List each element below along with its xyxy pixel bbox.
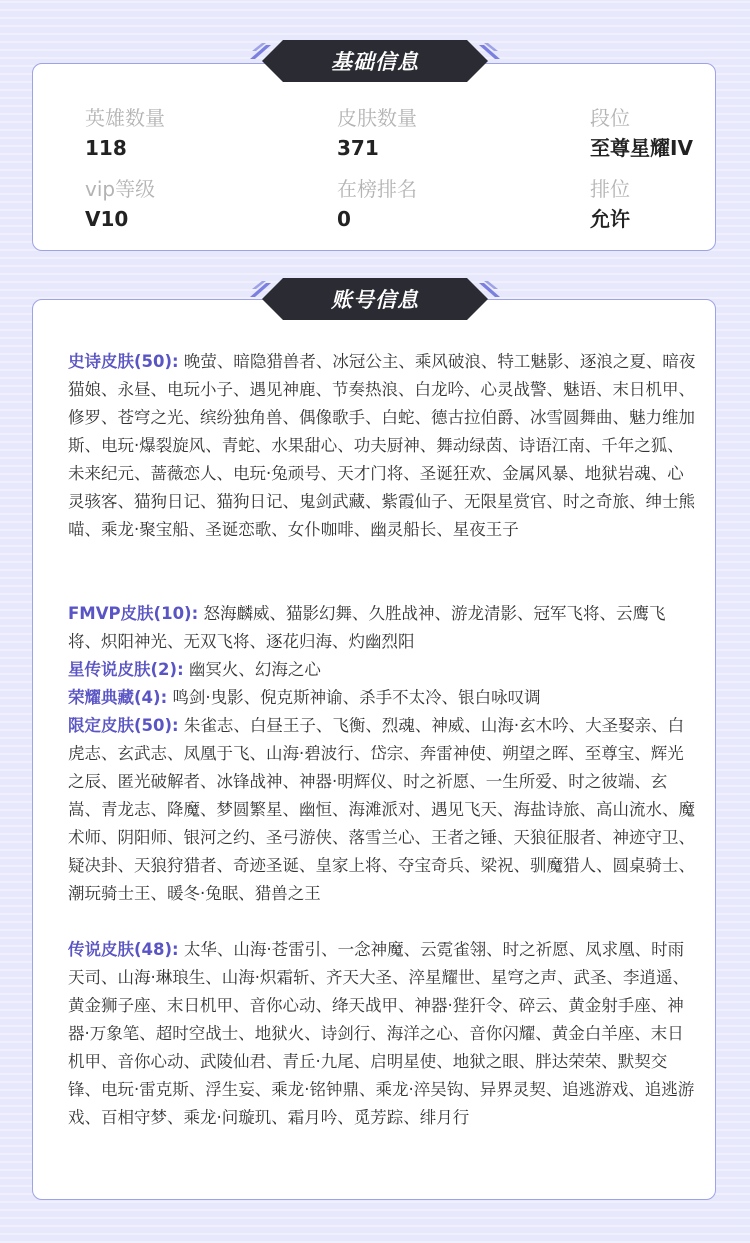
stat-ranked-mode bbox=[590, 176, 630, 232]
skin-category-epic bbox=[68, 348, 698, 544]
stat-label: 皮肤数量 bbox=[337, 106, 417, 130]
basic-info-card bbox=[32, 63, 716, 251]
skin-category-list: 朱雀志、白昼王子、飞衡、烈魂、神威、山海·玄木吟、大圣娶亲、白虎志、玄武志、凤凰于飞、山海·碧波行、岱宗、奔雷神使、朔望之晖、至尊宝、辉光之辰、匿光破解者、冰锋战神、神器·明辉仪、时之祈愿、一生所爱、时之彼端、玄嵩、青龙志、降魔、梦圆繁星、幽恒、海滩派对、遇见飞天、海盐诗旅、高山流水、魔术师、阴阳师、银河之约、圣弓游侠、落雪兰心、王者之锤、天狼征服者、神迹守卫、疑决卦、天狼狩猎者、奇迹圣诞、皇家上将、夺宝奇兵、梁祝、驯魔猎人、圆桌骑士、潮玩骑士王、暖冬·兔眠、猎兽之王 bbox=[68, 716, 695, 903]
stat-label: 在榜排名 bbox=[337, 177, 417, 201]
stat-hero-count bbox=[85, 105, 165, 161]
stat-label: vip等级 bbox=[85, 177, 156, 201]
stat-rank-tier bbox=[590, 105, 693, 161]
skin-category-title: 星传说皮肤(2): bbox=[68, 660, 184, 679]
skin-category-star-legend bbox=[68, 656, 698, 684]
skin-category-title: 史诗皮肤(50): bbox=[68, 352, 179, 371]
stat-vip-level bbox=[85, 176, 155, 232]
stat-label: 英雄数量 bbox=[85, 106, 165, 130]
stat-value: 0 bbox=[337, 207, 351, 231]
account-info-banner bbox=[0, 276, 750, 322]
stat-label: 排位 bbox=[590, 177, 630, 201]
skin-category-glory-collection bbox=[68, 684, 698, 712]
stat-label: 段位 bbox=[590, 106, 630, 130]
skin-category-title: 传说皮肤(48): bbox=[68, 940, 179, 959]
skin-category-list: 怒海麟威、猫影幻舞、久胜战神、游龙清影、冠军飞将、云鹰飞将、炽阳神光、无双飞将、逐花归海、灼幽烈阳 bbox=[68, 604, 666, 651]
skin-category-title: FMVP皮肤(10): bbox=[68, 604, 199, 623]
skin-category-list: 幽冥火、幻海之心 bbox=[188, 660, 321, 679]
skin-category-title: 荣耀典藏(4): bbox=[68, 688, 168, 707]
stat-value: 允许 bbox=[590, 207, 630, 231]
skin-category-fmvp bbox=[68, 600, 698, 656]
basic-info-title: 基础信息 bbox=[331, 50, 419, 74]
skin-category-list: 晚萤、暗隐猎兽者、冰冠公主、乘风破浪、特工魅影、逐浪之夏、暗夜猫娘、永昼、电玩小子、遇见神鹿、节奏热浪、白龙吟、心灵战警、魅语、末日机甲、修罗、苍穹之光、缤纷独角兽、偶像歌手、白蛇、德古拉伯爵、冰雪圆舞曲、魅力维加斯、电玩·爆裂旋风、青蛇、水果甜心、功夫厨神、舞动绿茵、诗语江南、千年之狐、未来纪元、蔷薇恋人、电玩·兔顽号、天才门将、圣诞狂欢、金属风暴、地狱岩魂、心灵骇客、猫狗日记、猫狗日记、鬼剑武藏、紫霞仙子、无限星赏官、时之奇旅、绅士熊喵、乘龙·聚宝船、圣诞恋歌、女仆咖啡、幽灵船长、星夜王子 bbox=[68, 352, 696, 539]
stat-value: V10 bbox=[85, 207, 129, 231]
skin-category-title: 限定皮肤(50): bbox=[68, 716, 179, 735]
stat-value: 118 bbox=[85, 136, 127, 160]
stat-value: 371 bbox=[337, 136, 379, 160]
skin-category-list: 鸣剑·曳影、倪克斯神谕、杀手不太冷、银白咏叹调 bbox=[172, 688, 541, 707]
basic-info-banner bbox=[0, 38, 750, 84]
account-info-title: 账号信息 bbox=[331, 288, 419, 312]
stat-value: 至尊星耀IV bbox=[590, 136, 693, 160]
skin-category-limited bbox=[68, 712, 698, 908]
skin-category-legend bbox=[68, 936, 698, 1132]
stat-leaderboard-rank bbox=[337, 176, 417, 232]
skin-category-list: 太华、山海·苍雷引、一念神魔、云霓雀翎、时之祈愿、凤求凰、时雨天司、山海·琳琅生、山海·炽霜斩、齐天大圣、淬星耀世、星穹之声、武圣、李逍遥、黄金狮子座、末日机甲、音你心动、绛天战甲、神器·狴犴令、碎云、黄金射手座、神器·万象笔、超时空战士、地狱火、诗剑行、海洋之心、音你闪耀、黄金白羊座、末日机甲、音你心动、武陵仙君、青丘·九尾、启明星使、地狱之眼、胖达荣荣、默契交锋、电玩·雷克斯、浮生妄、乘龙·铭钟鼎、乘龙·淬吴钩、异界灵契、追逃游戏、追逃游戏、百相守梦、乘龙·问璇玑、霜月吟、觅芳踪、绯月行 bbox=[68, 940, 695, 1127]
stat-skin-count bbox=[337, 105, 417, 161]
